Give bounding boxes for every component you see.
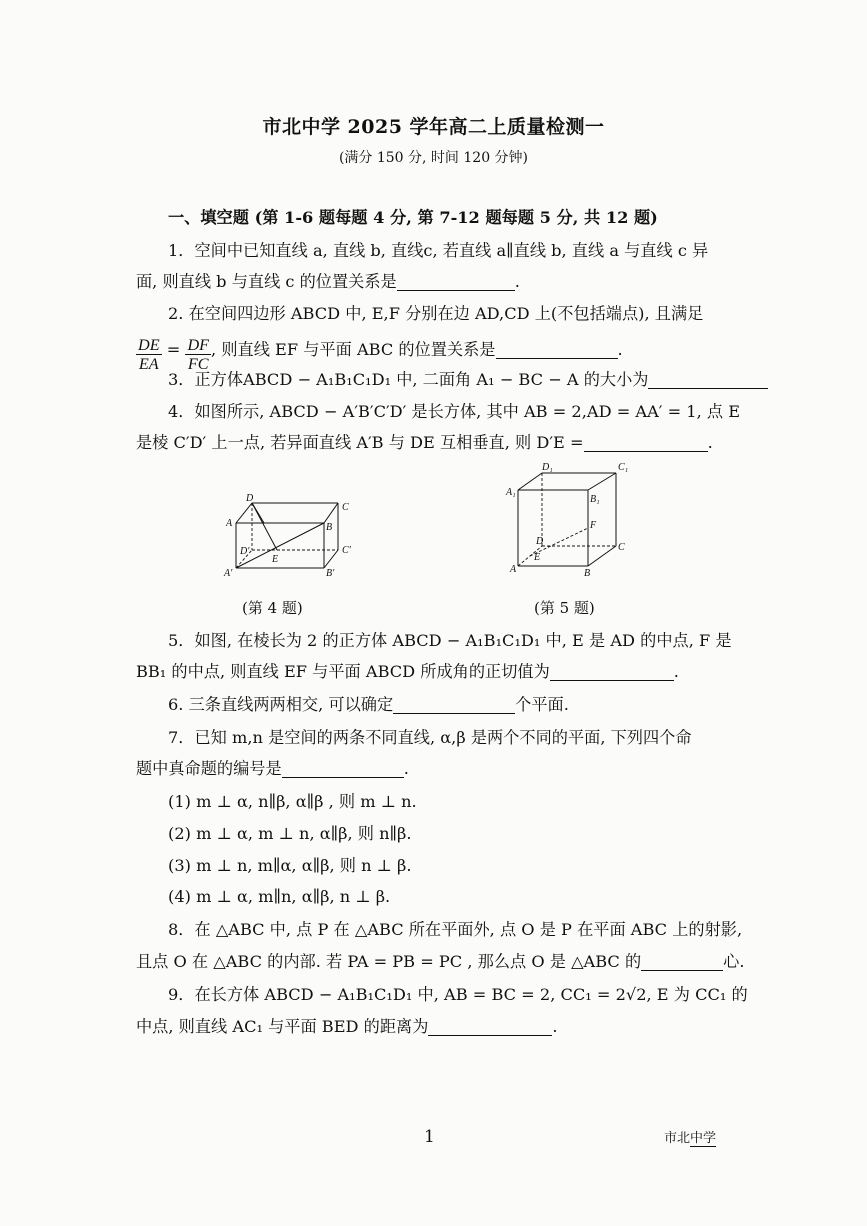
fig4-label-c-prime: C′ bbox=[342, 545, 351, 556]
q5-line2-end: . bbox=[673, 662, 679, 681]
edge-b1c1 bbox=[588, 473, 616, 490]
q8-line2 bbox=[136, 951, 744, 973]
q7-option-1: (1) m ⊥ α, n∥β, α∥β , 则 m ⊥ n. bbox=[168, 792, 417, 811]
q2-fraction-df-fc bbox=[185, 336, 211, 373]
edge-bc bbox=[324, 503, 338, 523]
q2-frac1-den: EA bbox=[138, 355, 159, 373]
page-number: 1 bbox=[424, 1127, 435, 1147]
q9-line2 bbox=[136, 1016, 558, 1038]
fig5-label-b1: B₁ bbox=[590, 494, 600, 505]
q8-answer-blank bbox=[641, 952, 723, 971]
q7-line1: 7．已知 m,n 是空间的两条不同直线, α,β 是两个不同的平面, 下列四个命 bbox=[168, 728, 692, 747]
fig5-label-c: C bbox=[618, 542, 625, 553]
figure-4-cuboid bbox=[222, 490, 362, 585]
q5-line2 bbox=[136, 661, 679, 683]
fig5-label-f: F bbox=[590, 520, 597, 531]
q9-line2-text: 中点, 则直线 AC₁ 与平面 BED 的距离为 bbox=[136, 1017, 429, 1036]
fig5-label-d: D bbox=[536, 536, 544, 547]
fig4-label-d: D bbox=[246, 493, 254, 504]
q2-frac1-num: DE bbox=[138, 336, 160, 354]
edge-b1c1 bbox=[324, 550, 338, 568]
edge-ad bbox=[236, 503, 252, 523]
fig4-label-b-prime: B′ bbox=[326, 568, 335, 579]
edge-bc bbox=[588, 546, 616, 566]
fig5-label-d1: D₁ bbox=[542, 462, 553, 473]
q8-line1: 8．在 △ABC 中, 点 P 在 △ABC 所在平面外, 点 O 是 P 在平面 ABC 上的射影, bbox=[168, 920, 743, 939]
page-subtitle: (满分 150 分, 时间 120 分钟) bbox=[338, 150, 529, 166]
q2-line2-end: . bbox=[617, 340, 623, 359]
q4-line2 bbox=[136, 432, 713, 454]
q6-text: 6. 三条直线两两相交, 可以确定 bbox=[168, 695, 394, 714]
q4-answer-blank bbox=[584, 433, 708, 452]
fig5-label-b: B bbox=[584, 568, 591, 578]
q7-option-4: (4) m ⊥ α, m∥n, α∥β, n ⊥ β. bbox=[168, 887, 391, 906]
q7-line2-text: 题中真命题的编号是 bbox=[136, 759, 282, 778]
q2-answer-blank bbox=[496, 340, 618, 359]
fig5-label-a1: A₁ bbox=[506, 487, 516, 498]
figure-4-caption: (第 4 题) bbox=[242, 599, 303, 617]
q2-line2-text: , 则直线 EF 与平面 ABC 的位置关系是 bbox=[211, 340, 496, 359]
q1-line2-end: . bbox=[514, 272, 520, 291]
q3-text: 3．正方体ABCD − A₁B₁C₁D₁ 中, 二面角 A₁ − BC − A 的大小为 bbox=[168, 370, 649, 389]
fig4-label-e: E bbox=[272, 554, 279, 565]
q6-text-end: 个平面. bbox=[515, 695, 569, 714]
edge-a1d1 bbox=[518, 473, 542, 490]
q5-line1: 5．如图, 在棱长为 2 的正方体 ABCD − A₁B₁C₁D₁ 中, E 是 AD 的中点, F 是 bbox=[168, 631, 732, 650]
q7-option-2: (2) m ⊥ α, m ⊥ n, α∥β, 则 n∥β. bbox=[168, 824, 412, 843]
q7-answer-blank bbox=[282, 759, 404, 778]
q3-answer-blank bbox=[648, 370, 768, 389]
figure-5-caption: (第 5 题) bbox=[534, 599, 595, 617]
q1-line2 bbox=[136, 271, 520, 293]
q9-answer-blank bbox=[428, 1017, 552, 1036]
q2-line2 bbox=[136, 336, 623, 373]
q3-line bbox=[168, 369, 768, 391]
q1-line2-text: 面, 则直线 b 与直线 c 的位置关系是 bbox=[136, 272, 397, 291]
section-heading: 一、填空题 (第 1-6 题每题 4 分, 第 7-12 题每题 5 分, 共 12 题) bbox=[168, 208, 658, 227]
q2-fraction-de-ea bbox=[136, 336, 162, 373]
q2-frac2-num: DF bbox=[187, 336, 210, 354]
q2-frac2-den: FC bbox=[187, 355, 209, 373]
q8-line2-end: 心. bbox=[723, 952, 745, 971]
q2-equals: = bbox=[166, 340, 181, 359]
q4-line1: 4．如图所示, ABCD − A′B′C′D′ 是长方体, 其中 AB = 2,AD = AA′ = 1, 点 E bbox=[168, 402, 741, 421]
page-title: 市北中学 2025 学年高二上质量检测一 bbox=[262, 116, 605, 138]
q4-line2-end: . bbox=[707, 433, 713, 452]
q4-line2-text: 是棱 C′D′ 上一点, 若异面直线 A′B 与 DE 互相垂直, 则 D′E = bbox=[136, 433, 584, 452]
q5-answer-blank bbox=[550, 662, 674, 681]
fig4-label-c: C bbox=[342, 502, 349, 513]
fig4-label-d-prime: D′ bbox=[240, 546, 250, 557]
fig4-label-b: B bbox=[326, 522, 333, 533]
footer-school-part-b: 中学 bbox=[690, 1131, 717, 1146]
footer-school-part-a: 市北 bbox=[664, 1131, 691, 1146]
q1-line1: 1．空间中已知直线 a, 直线 b, 直线c, 若直线 a∥直线 b, 直线 a 与直线 c 异 bbox=[168, 241, 709, 260]
footer-school-name bbox=[664, 1127, 716, 1146]
q7-line2-end: . bbox=[403, 759, 409, 778]
q9-line1: 9．在长方体 ABCD − A₁B₁C₁D₁ 中, AB = BC = 2, CC₁ = 2√2, E 为 CC₁ 的 bbox=[168, 985, 748, 1004]
figure-5-cube bbox=[502, 460, 634, 578]
q7-line2 bbox=[136, 758, 409, 780]
q6-answer-blank bbox=[393, 695, 515, 714]
fig5-label-c1: C₁ bbox=[618, 462, 629, 473]
q9-line2-end: . bbox=[552, 1017, 558, 1036]
fig4-label-a-prime: A′ bbox=[224, 568, 233, 579]
fig5-label-e: E bbox=[534, 552, 541, 563]
fig4-label-a: A bbox=[226, 518, 233, 529]
q7-option-3: (3) m ⊥ n, m∥α, α∥β, 则 n ⊥ β. bbox=[168, 856, 412, 875]
q6-line bbox=[168, 694, 569, 716]
line-d-dash-top bbox=[252, 503, 264, 523]
q1-answer-blank bbox=[397, 272, 515, 291]
q8-line2-text: 且点 O 在 △ABC 的内部. 若 PA = PB = PC , 那么点 O 是 △ABC 的 bbox=[136, 952, 642, 971]
q2-line1: 2. 在空间四边形 ABCD 中, E,F 分别在边 AD,CD 上(不包括端点), 且满足 bbox=[168, 304, 704, 323]
q5-line2-text: BB₁ 的中点, 则直线 EF 与平面 ABCD 所成角的正切值为 bbox=[136, 662, 550, 681]
fig5-label-a: A bbox=[510, 564, 517, 575]
